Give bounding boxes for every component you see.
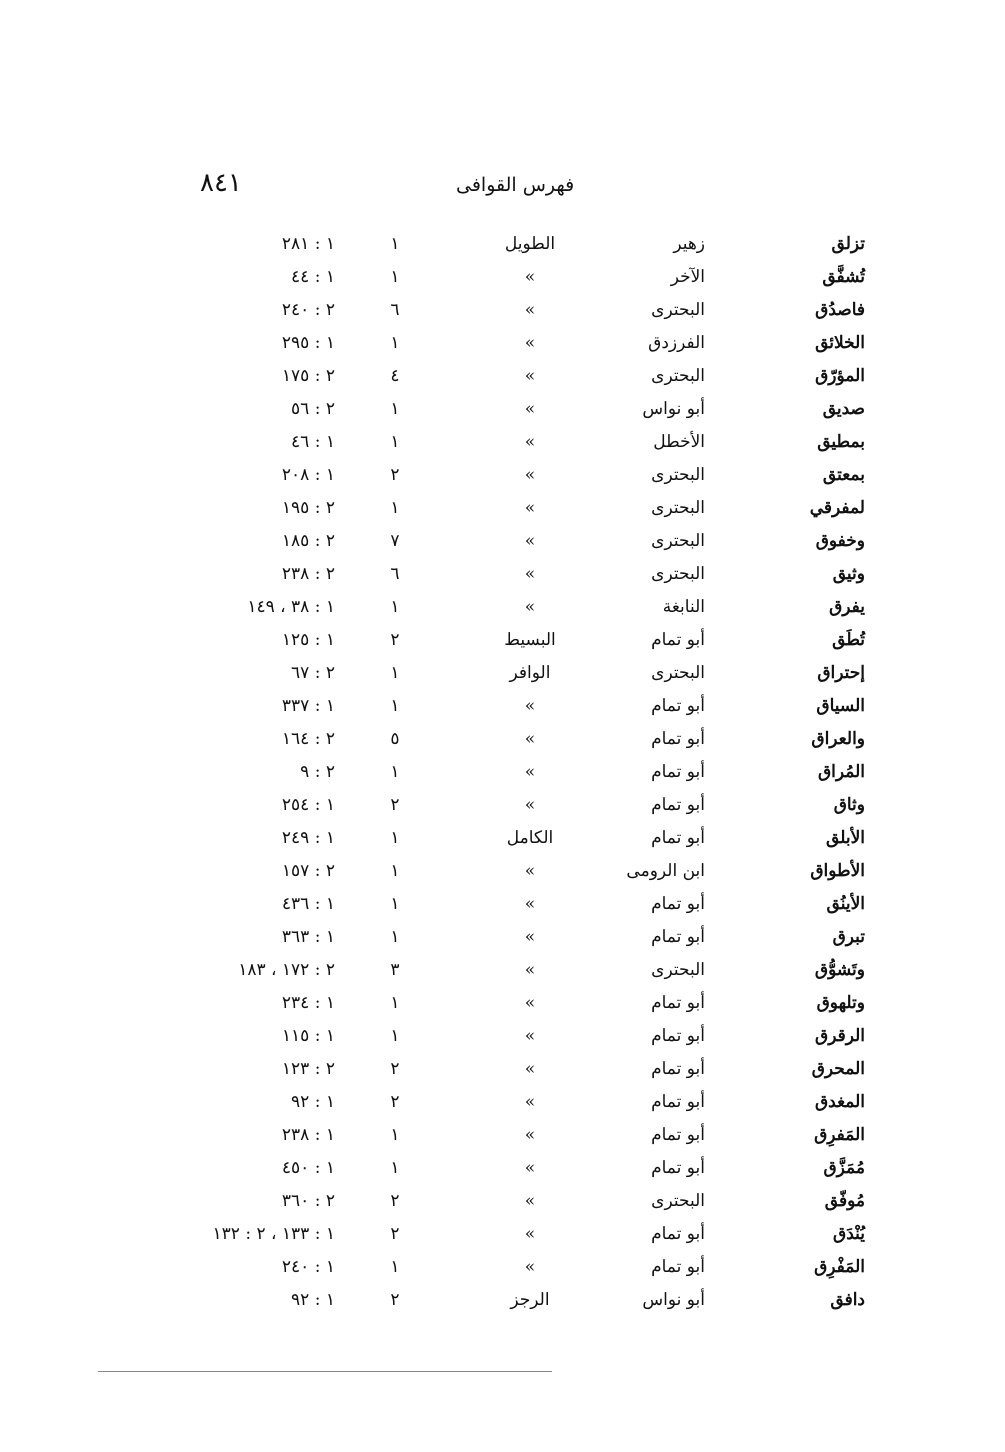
page-reference: ١ : ٢٣٨: [281, 1125, 335, 1145]
meter-name: »: [524, 960, 536, 980]
meter-name: »: [524, 498, 536, 518]
meter-name: الطويل: [504, 234, 556, 254]
verse-count: ٢: [390, 465, 400, 485]
table-row: [0, 855, 1005, 888]
meter-name: »: [524, 300, 536, 320]
rhyme-word: فاصدُق: [815, 300, 865, 320]
table-row: [0, 525, 1005, 558]
poet-name: البحترى: [651, 300, 705, 320]
rhyme-word: تبرق: [832, 927, 865, 947]
page-reference: ١ : ٢٤٠: [281, 1257, 335, 1277]
rhyme-word: وثيق: [832, 564, 865, 584]
verse-count: ١: [390, 399, 400, 419]
verse-count: ٢: [390, 1059, 400, 1079]
poet-name: البحترى: [651, 564, 705, 584]
meter-name: الكامل: [506, 828, 554, 848]
table-row: [0, 1185, 1005, 1218]
table-row: [0, 393, 1005, 426]
page-reference: ٢ : ٢٣٨: [281, 564, 335, 584]
meter-name: »: [524, 1257, 536, 1277]
table-row: [0, 228, 1005, 261]
page-reference: ٢ : ١٨٥: [281, 531, 335, 551]
rhyme-word: الأطواق: [810, 861, 865, 881]
poet-name: البحترى: [651, 465, 705, 485]
table-row: [0, 1020, 1005, 1053]
rhyme-word: وثاق: [833, 795, 865, 815]
table-row: [0, 1251, 1005, 1284]
page-reference: ١ : ١١٥: [281, 1026, 335, 1046]
meter-name: »: [524, 762, 536, 782]
poet-name: أبو تمام: [651, 630, 705, 650]
meter-name: »: [524, 894, 536, 914]
rhyme-word: المَفْرِق: [814, 1257, 865, 1277]
table-row: [0, 327, 1005, 360]
poet-name: أبو تمام: [651, 1059, 705, 1079]
verse-count: ١: [390, 498, 400, 518]
verse-count: ١: [390, 762, 400, 782]
meter-name: »: [524, 1224, 536, 1244]
page-reference: ١ : ١٢٥: [281, 630, 335, 650]
verse-count: ٢: [390, 1191, 400, 1211]
verse-count: ٢: [390, 1290, 400, 1310]
verse-count: ١: [390, 1026, 400, 1046]
table-row: [0, 789, 1005, 822]
rhyme-word: تُشفَّق: [822, 267, 865, 287]
meter-name: »: [524, 597, 536, 617]
verse-count: ١: [390, 1125, 400, 1145]
table-row: [0, 624, 1005, 657]
page-reference: ١ : ٤٣٦: [281, 894, 335, 914]
table-row: [0, 1218, 1005, 1251]
verse-count: ١: [390, 1257, 400, 1277]
rhyme-word: يُنْدَق: [833, 1224, 865, 1244]
table-row: [0, 492, 1005, 525]
poet-name: ابن الرومى: [626, 861, 705, 881]
footer-rule: [98, 1371, 552, 1372]
verse-count: ٢: [390, 1224, 400, 1244]
verse-count: ١: [390, 1158, 400, 1178]
rhyme-word: المحرق: [811, 1059, 865, 1079]
meter-name: »: [524, 696, 536, 716]
meter-name: الرجز: [510, 1290, 550, 1310]
verse-count: ١: [390, 993, 400, 1013]
rhyme-word: وخفوق: [815, 531, 865, 551]
table-row: [0, 1086, 1005, 1119]
verse-count: ١: [390, 828, 400, 848]
rhyme-word: لمفرقي: [809, 498, 865, 518]
verse-count: ١: [390, 663, 400, 683]
page-reference: ٢ : ٣٦٠: [281, 1191, 335, 1211]
page-reference: ١ : ١٣٣ ، ٢ : ١٣٢: [212, 1224, 335, 1244]
rhyme-word: الرقرق: [815, 1026, 865, 1046]
rhyme-word: المؤرّق: [815, 366, 865, 386]
verse-count: ١: [390, 267, 400, 287]
rhyme-word: المغدق: [814, 1092, 865, 1112]
rhyme-word: الخلائق: [815, 333, 865, 353]
verse-count: ٧: [390, 531, 400, 551]
page-reference: ٢ : ١٧٢ ، ١٨٣: [238, 960, 335, 980]
verse-count: ١: [390, 696, 400, 716]
page-reference: ٢ : ٩: [300, 762, 335, 782]
rhyme-word: مُوفّق: [824, 1191, 865, 1211]
meter-name: »: [524, 729, 536, 749]
meter-name: »: [524, 1026, 536, 1046]
table-row: [0, 360, 1005, 393]
rhyme-word: بمعتق: [822, 465, 865, 485]
page-reference: ١ : ٢٩٥: [281, 333, 335, 353]
poet-name: أبو تمام: [651, 927, 705, 947]
rhyme-word: المُراق: [817, 762, 865, 782]
page-reference: ١ : ٣٦٣: [281, 927, 335, 947]
poet-name: أبو تمام: [651, 828, 705, 848]
page-reference: ١ : ٣٨ ، ١٤٩: [247, 597, 335, 617]
page-reference: ٢ : ١٥٧: [281, 861, 335, 881]
verse-count: ١: [390, 861, 400, 881]
meter-name: »: [524, 1191, 536, 1211]
poet-name: أبو تمام: [651, 1026, 705, 1046]
table-row: [0, 1053, 1005, 1086]
table-row: [0, 1284, 1005, 1317]
rhyme-word: وتلهوق: [816, 993, 865, 1013]
page-title: فهرس القوافى: [456, 174, 575, 196]
page-reference: ١ : ٤٥٠: [281, 1158, 335, 1178]
table-row: [0, 888, 1005, 921]
page-reference: ٢ : ١٢٣: [281, 1059, 335, 1079]
verse-count: ٦: [390, 564, 400, 584]
verse-count: ١: [390, 894, 400, 914]
table-row: [0, 987, 1005, 1020]
meter-name: »: [524, 1059, 536, 1079]
rhyme-word: يفرق: [829, 597, 865, 617]
table-row: [0, 426, 1005, 459]
meter-name: »: [524, 531, 536, 551]
table-row: [0, 294, 1005, 327]
poet-name: أبو تمام: [651, 1224, 705, 1244]
poet-name: أبو تمام: [651, 894, 705, 914]
rhyme-word: بمطيق: [817, 432, 865, 452]
poet-name: الأخطل: [653, 432, 705, 452]
rhyme-word: تزلق: [831, 234, 865, 254]
meter-name: الوافر: [509, 663, 551, 683]
verse-count: ١: [390, 234, 400, 254]
verse-count: ١: [390, 333, 400, 353]
meter-name: البسيط: [504, 630, 556, 650]
meter-name: »: [524, 333, 536, 353]
meter-name: »: [524, 861, 536, 881]
page-header: [0, 168, 1005, 208]
verse-count: ١: [390, 927, 400, 947]
page-reference: ٢ : ٥٦: [291, 399, 335, 419]
poet-name: البحترى: [651, 663, 705, 683]
page-reference: ٢ : ١٦٤: [281, 729, 335, 749]
poet-name: البحترى: [651, 960, 705, 980]
table-row: [0, 723, 1005, 756]
verse-count: ١: [390, 597, 400, 617]
meter-name: »: [524, 927, 536, 947]
table-row: [0, 591, 1005, 624]
meter-name: »: [524, 993, 536, 1013]
rhyme-word: تُطَق: [832, 630, 865, 650]
table-row: [0, 690, 1005, 723]
poet-name: البحترى: [651, 498, 705, 518]
poet-name: أبو تمام: [651, 795, 705, 815]
meter-name: »: [524, 465, 536, 485]
page-reference: ١ : ٢٨١: [281, 234, 335, 254]
table-row: [0, 558, 1005, 591]
poet-name: أبو تمام: [651, 729, 705, 749]
poet-name: أبو تمام: [651, 1092, 705, 1112]
page-reference: ١ : ٢٥٤: [281, 795, 335, 815]
meter-name: »: [524, 795, 536, 815]
page-number: ٨٤١: [200, 168, 242, 198]
meter-name: »: [524, 399, 536, 419]
poet-name: أبو تمام: [651, 1125, 705, 1145]
meter-name: »: [524, 564, 536, 584]
verse-count: ٦: [390, 300, 400, 320]
poet-name: أبو تمام: [651, 1257, 705, 1277]
page-reference: ١ : ٢٤٩: [281, 828, 335, 848]
page-reference: ١ : ٣٣٧: [281, 696, 335, 716]
table-row: [0, 459, 1005, 492]
table-row: [0, 822, 1005, 855]
rhyme-word: المَفرِق: [814, 1125, 865, 1145]
table-row: [0, 756, 1005, 789]
rhyme-word: مُمَزَّق: [823, 1158, 865, 1178]
verse-count: ٢: [390, 795, 400, 815]
page-reference: ١ : ٩٢: [291, 1092, 335, 1112]
meter-name: »: [524, 432, 536, 452]
table-row: [0, 657, 1005, 690]
poet-name: النابغة: [662, 597, 705, 617]
page-reference: ١ : ٩٢: [291, 1290, 335, 1310]
poet-name: أبو تمام: [651, 762, 705, 782]
verse-count: ٣: [390, 960, 400, 980]
page-reference: ١ : ٤٦: [291, 432, 335, 452]
meter-name: »: [524, 366, 536, 386]
poet-name: زهير: [673, 234, 705, 254]
page-reference: ١ : ٢٠٨: [281, 465, 335, 485]
table-row: [0, 1119, 1005, 1152]
poet-name: البحترى: [651, 366, 705, 386]
poet-name: الفرزدق: [648, 333, 705, 353]
rhyme-word: صديق: [822, 399, 865, 419]
poet-name: أبو نواس: [642, 1290, 705, 1310]
meter-name: »: [524, 267, 536, 287]
page-reference: ٢ : ٢٤٠: [281, 300, 335, 320]
poet-name: أبو نواس: [642, 399, 705, 419]
rhyme-word: الأينُق: [826, 894, 865, 914]
table-row: [0, 954, 1005, 987]
rhyme-index-table: [0, 228, 1005, 1317]
page-reference: ١ : ٤٤: [291, 267, 335, 287]
meter-name: »: [524, 1125, 536, 1145]
rhyme-word: دافق: [830, 1290, 865, 1310]
verse-count: ١: [390, 432, 400, 452]
table-row: [0, 1152, 1005, 1185]
verse-count: ٤: [390, 366, 400, 386]
table-row: [0, 261, 1005, 294]
poet-name: البحترى: [651, 531, 705, 551]
rhyme-word: وتَشوُّق: [814, 960, 865, 980]
meter-name: »: [524, 1158, 536, 1178]
rhyme-word: الأبلق: [826, 828, 865, 848]
poet-name: الآخر: [670, 267, 705, 287]
rhyme-word: إحتراق: [817, 663, 865, 683]
rhyme-word: والعراق: [811, 729, 865, 749]
verse-count: ٢: [390, 1092, 400, 1112]
poet-name: أبو تمام: [651, 993, 705, 1013]
rhyme-word: السياق: [816, 696, 865, 716]
poet-name: أبو تمام: [651, 1158, 705, 1178]
table-row: [0, 921, 1005, 954]
page-reference: ٢ : ١٩٥: [281, 498, 335, 518]
verse-count: ٥: [390, 729, 400, 749]
page-reference: ٢ : ١٧٥: [281, 366, 335, 386]
verse-count: ٢: [390, 630, 400, 650]
page-reference: ١ : ٢٣٤: [281, 993, 335, 1013]
poet-name: البحترى: [651, 1191, 705, 1211]
poet-name: أبو تمام: [651, 696, 705, 716]
page-reference: ٢ : ٦٧: [291, 663, 335, 683]
meter-name: »: [524, 1092, 536, 1112]
